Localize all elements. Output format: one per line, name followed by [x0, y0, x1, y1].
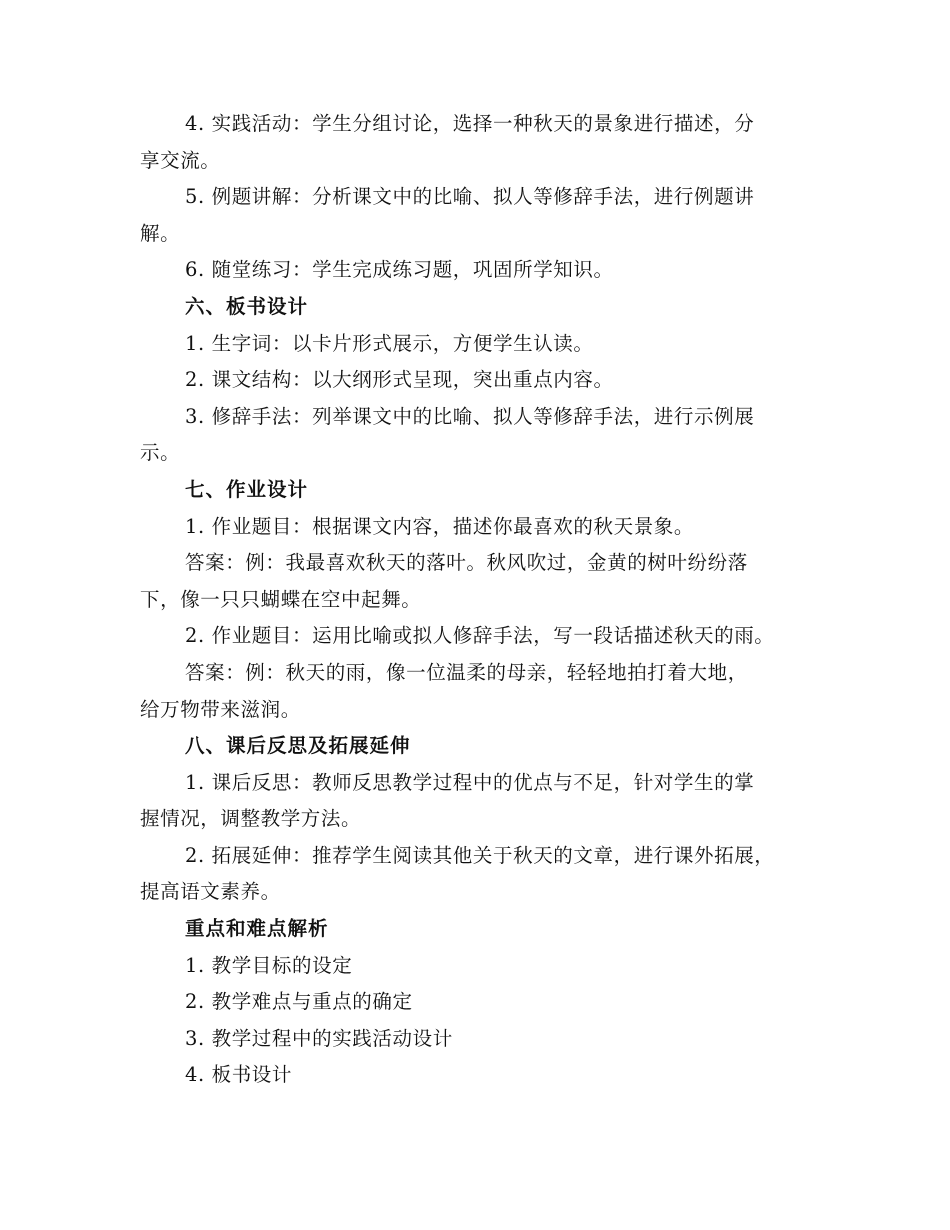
list-item-continuation: 提高语文素养。: [140, 880, 281, 904]
list-item-homework-1: 1. 作业题目：根据课文内容，描述你最喜欢的秋天景象。: [185, 514, 695, 538]
list-item-extension: 2. 拓展延伸：推荐学生阅读其他关于秋天的文章，进行课外拓展，: [185, 843, 775, 867]
answer-paragraph-2: 答案：例：秋天的雨，像一位温柔的母亲，轻轻地拍打着大地，: [185, 660, 748, 684]
list-item-example-explanation: 5. 例题讲解：分析课文中的比喻、拟人等修辞手法，进行例题讲: [185, 185, 755, 209]
answer-paragraph-1: 答案：例：我最喜欢秋天的落叶。秋风吹过，金黄的树叶纷纷落: [185, 551, 748, 575]
list-item-continuation: 握情况，调整教学方法。: [140, 807, 362, 831]
section-heading-homework-design: 七、作业设计: [185, 477, 309, 501]
list-item-text-structure: 2. 课文结构：以大纲形式呈现，突出重点内容。: [185, 368, 614, 392]
list-item-reflection: 1. 课后反思：教师反思教学过程中的优点与不足，针对学生的掌: [185, 770, 755, 794]
list-item-continuation: 示。: [140, 441, 181, 465]
list-item-practice-design: 3. 教学过程中的实践活动设计: [185, 1026, 453, 1050]
list-item-new-words: 1. 生字词：以卡片形式展示，方便学生认读。: [185, 331, 594, 355]
section-heading-reflection-extension: 八、课后反思及拓展延伸: [185, 734, 411, 758]
document-body: [140, 106, 820, 1094]
list-item-practice-activity: 4. 实践活动：学生分组讨论，选择一种秋天的景象进行描述，分: [185, 112, 755, 135]
section-heading-key-points-analysis: 重点和难点解析: [185, 917, 329, 941]
list-item-difficulties: 2. 教学难点与重点的确定: [185, 990, 413, 1014]
section-heading-blackboard-design: 六、板书设计: [185, 294, 309, 318]
list-item-in-class-exercise: 6. 随堂练习：学生完成练习题，巩固所学知识。: [185, 258, 614, 282]
list-item-teaching-goals: 1. 教学目标的设定: [185, 953, 353, 977]
answer-paragraph-continuation: 下，像一只只蝴蝶在空中起舞。: [140, 587, 422, 611]
answer-paragraph-continuation: 给万物带来滋润。: [140, 697, 301, 721]
list-item-homework-2: 2. 作业题目：运用比喻或拟人修辞手法，写一段话描述秋天的雨。: [185, 624, 775, 648]
list-item-rhetoric: 3. 修辞手法：列举课文中的比喻、拟人等修辞手法，进行示例展: [185, 404, 755, 428]
list-item-continuation: 享交流。: [140, 148, 221, 172]
list-item-blackboard: 4. 板书设计: [185, 1063, 293, 1087]
list-item-continuation: 解。: [140, 221, 181, 245]
